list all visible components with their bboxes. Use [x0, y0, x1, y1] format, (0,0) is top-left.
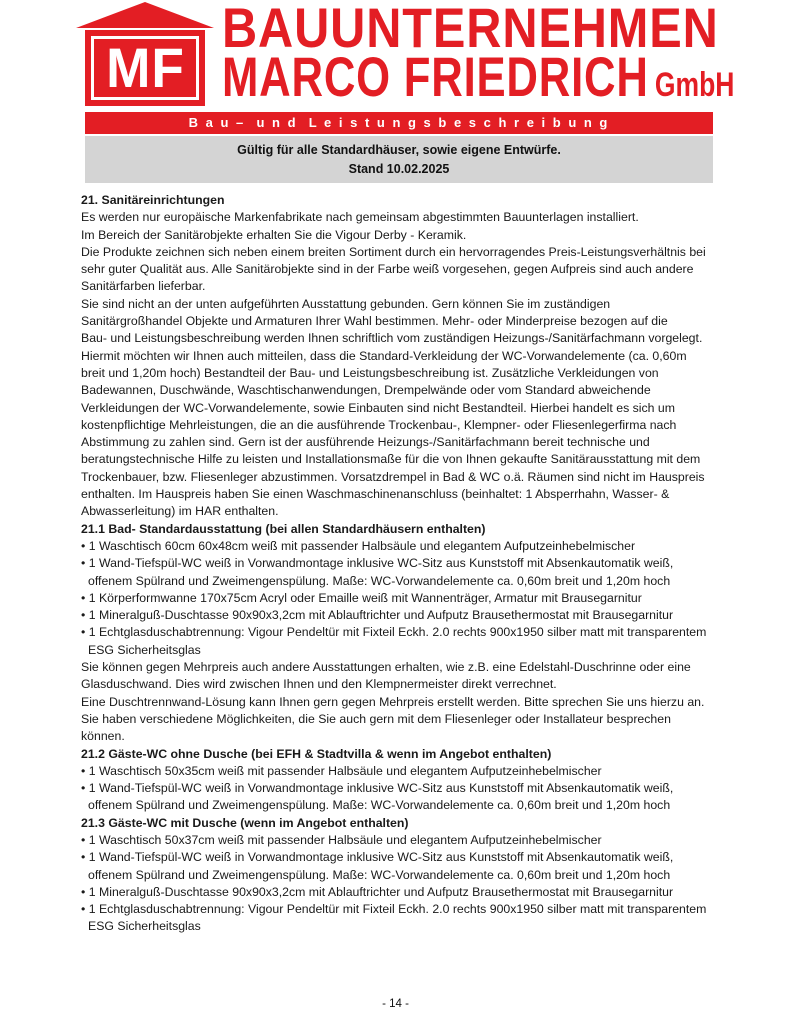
text-line: 21.1 Bad- Standardausstattung (bei allen Standardhäusern enthalten)	[81, 521, 486, 536]
validity-banner	[85, 136, 713, 183]
company-name	[222, 2, 791, 108]
text-line: können.	[81, 729, 125, 744]
text-line: beratungstechnische Hilfe zu leisten und Installationsmaße für die von Ihnen gekaufte Sanitärausstattung mit dem	[81, 452, 701, 467]
logo-box	[85, 30, 205, 106]
text-line: Bau- und Leistungsbeschreibung werden Ihnen schriftlich vom zuständigen Heizungs-/Sanitärfachmann vorgelegt.	[81, 331, 703, 346]
text-line: breit und 1,20m hoch) Bestandteil der Bau- und Leistungsbeschreibung ist. Zusätzliche Verkleidungen von	[81, 365, 659, 380]
text-line: • 1 Körperformwanne 170x75cm Acryl oder Emaille weiß mit Wannenträger, Armatur mit Brausegarnitur	[81, 590, 642, 605]
text-line: • 1 Mineralguß-Duschtasse 90x90x3,2cm mit Ablauftrichter und Aufputz Brausethermostat mit Brausegarnitur	[81, 608, 674, 623]
text-line: Sie haben verschiedene Möglichkeiten, die Sie auch gern mit dem Fliesenleger oder Installateur besprechen	[81, 711, 671, 726]
text-line: offenem Spülrand und Zweimengenspülung. Maße: WC-Vorwandelemente ca. 0,60m breit und 1,20m hoch	[88, 798, 671, 813]
text-line: Sie sind nicht an der unten aufgeführten Ausstattung gebunden. Gern können Sie im zuständigen	[81, 296, 611, 311]
company-name-text: MARCO FRIEDRICH	[222, 45, 649, 108]
text-line: • 1 Waschtisch 60cm 60x48cm weiß mit passender Halbsäule und elegantem Aufputzeinhebelmischer	[81, 538, 636, 553]
text-line: ESG Sicherheitsglas	[88, 642, 201, 657]
text-line: Sanitärgroßhandel Objekte und Armaturen Ihrer Wahl bestimmen. Mehr- oder Minderpreise bezogen auf die	[81, 314, 668, 329]
company-name-line1: BAUUNTERNEHMEN	[222, 0, 719, 59]
text-line: Die Produkte zeichnen sich neben einem breiten Sortiment durch ein hervorragendes Preis-Leistungsverhältnis bei	[81, 244, 706, 259]
text-line: Hiermit möchten wir Ihnen auch mitteilen, dass die Standard-Verkleidung der WC-Vorwandelemente (ca. 0,60m	[81, 348, 687, 363]
text-line: ESG Sicherheitsglas	[88, 919, 201, 934]
validity-note: Gültig für alle Standardhäuser, sowie eigene Entwürfe.	[237, 143, 561, 157]
text-line: offenem Spülrand und Zweimengenspülung. Maße: WC-Vorwandelemente ca. 0,60m breit und 1,20m hoch	[88, 573, 671, 588]
text-line: Eine Duschtrennwand-Lösung kann Ihnen gern gegen Mehrpreis erstellt werden. Bitte sprechen Sie uns hierzu an.	[81, 694, 705, 709]
company-legal-suffix: GmbH	[654, 66, 735, 104]
text-line: Glasduschwand. Dies wird zwischen Ihnen und den Klempnermeister direkt verrechnet.	[81, 677, 557, 692]
text-line: • 1 Waschtisch 50x35cm weiß mit passender Halbsäule und elegantem Aufputzeinhebelmischer	[81, 763, 602, 778]
text-line: Im Bereich der Sanitärobjekte erhalten Sie die Vigour Derby - Keramik.	[81, 227, 467, 242]
document-title-banner: B a u – u n d L e i s t u n g s b e s c h r e i b u n g	[85, 112, 713, 134]
text-line: Sanitärfarben lieferbar.	[81, 279, 206, 294]
text-line: Badewannen, Duschwände, Waschtischanwendungen, Drempelwände oder vom Standard abweichende	[81, 383, 651, 398]
page-number: - 14 -	[382, 998, 409, 1010]
company-logo	[76, 2, 214, 106]
text-line: Es werden nur europäische Markenfabrikate nach gemeinsam abgestimmten Bauunterlagen installiert.	[81, 210, 639, 225]
text-line: • 1 Echtglasduschabtrennung: Vigour Pendeltür mit Fixteil Eckh. 2.0 rechts 900x1950 silber matt mit transparentem	[81, 625, 707, 640]
text-line: offenem Spülrand und Zweimengenspülung. Maße: WC-Vorwandelemente ca. 0,60m breit und 1,20m hoch	[88, 867, 671, 882]
text-line: Trockenbauer, bzw. Fliesenleger abzustimmen. Vorsatzdrempel in Bad & WC o.ä. Räumen sind nicht im Hauspreis	[81, 469, 705, 484]
text-line: enthalten. Im Hauspreis haben Sie einen Waschmaschinenanschluss (beinhaltet: 1 Absperrhahn, Wasser- &	[81, 487, 670, 502]
text-line: • 1 Wand-Tiefspül-WC weiß in Vorwandmontage inklusive WC-Sitz aus Kunststoff mit Absenkautomatik weiß,	[81, 850, 674, 865]
text-line: Abstimmung zu zahlen sind. Gern ist der ausführende Heizungs-/Sanitärfachmann bereit technische und	[81, 435, 650, 450]
logo-monogram: MF	[105, 36, 185, 99]
text-line: 21. Sanitäreinrichtungen	[81, 193, 225, 207]
text-line: • 1 Wand-Tiefspül-WC weiß in Vorwandmontage inklusive WC-Sitz aus Kunststoff mit Absenkautomatik weiß,	[81, 781, 674, 796]
text-line: Abwasserleitung) im HAR enthalten.	[81, 504, 279, 519]
version-date: Stand 10.02.2025	[348, 162, 450, 176]
text-line: • 1 Waschtisch 50x37cm weiß mit passender Halbsäule und elegantem Aufputzeinhebelmischer	[81, 832, 602, 847]
text-line: 21.3 Gäste-WC mit Dusche (wenn im Angebot enthalten)	[81, 815, 409, 830]
company-name-line2	[222, 45, 735, 108]
text-line: • 1 Echtglasduschabtrennung: Vigour Pendeltür mit Fixteil Eckh. 2.0 rechts 900x1950 silber matt mit transparentem	[81, 902, 707, 917]
logo-box-inner	[94, 36, 196, 99]
body-text	[81, 192, 731, 936]
text-line: • 1 Wand-Tiefspül-WC weiß in Vorwandmontage inklusive WC-Sitz aus Kunststoff mit Absenkautomatik weiß,	[81, 556, 674, 571]
text-line: kostenpflichtige Mehrleistungen, die an die ausführende Trockenbau-, Klempner- oder Fliesenlegerfirma nach	[81, 417, 677, 432]
text-line: Verkleidungen der WC-Vorwandelemente, sowie Einbauten sind nicht Bestandteil. Hierbei handelt es sich um	[81, 400, 676, 415]
text-line: sehr guter Qualität aus. Alle Sanitärobjekte sind in der Farbe weiß vorgesehen, gegen Aufpreis sind auch andere	[81, 262, 694, 277]
house-roof-icon	[76, 2, 214, 28]
text-line: 21.2 Gäste-WC ohne Dusche (bei EFH & Stadtvilla & wenn im Angebot enthalten)	[81, 746, 552, 761]
text-line: Sie können gegen Mehrpreis auch andere Ausstattungen erhalten, wie z.B. eine Edelstahl-Duschrinne oder eine	[81, 660, 691, 675]
text-line: • 1 Mineralguß-Duschtasse 90x90x3,2cm mit Ablauftrichter und Aufputz Brausethermostat mit Brausegarnitur	[81, 884, 674, 899]
